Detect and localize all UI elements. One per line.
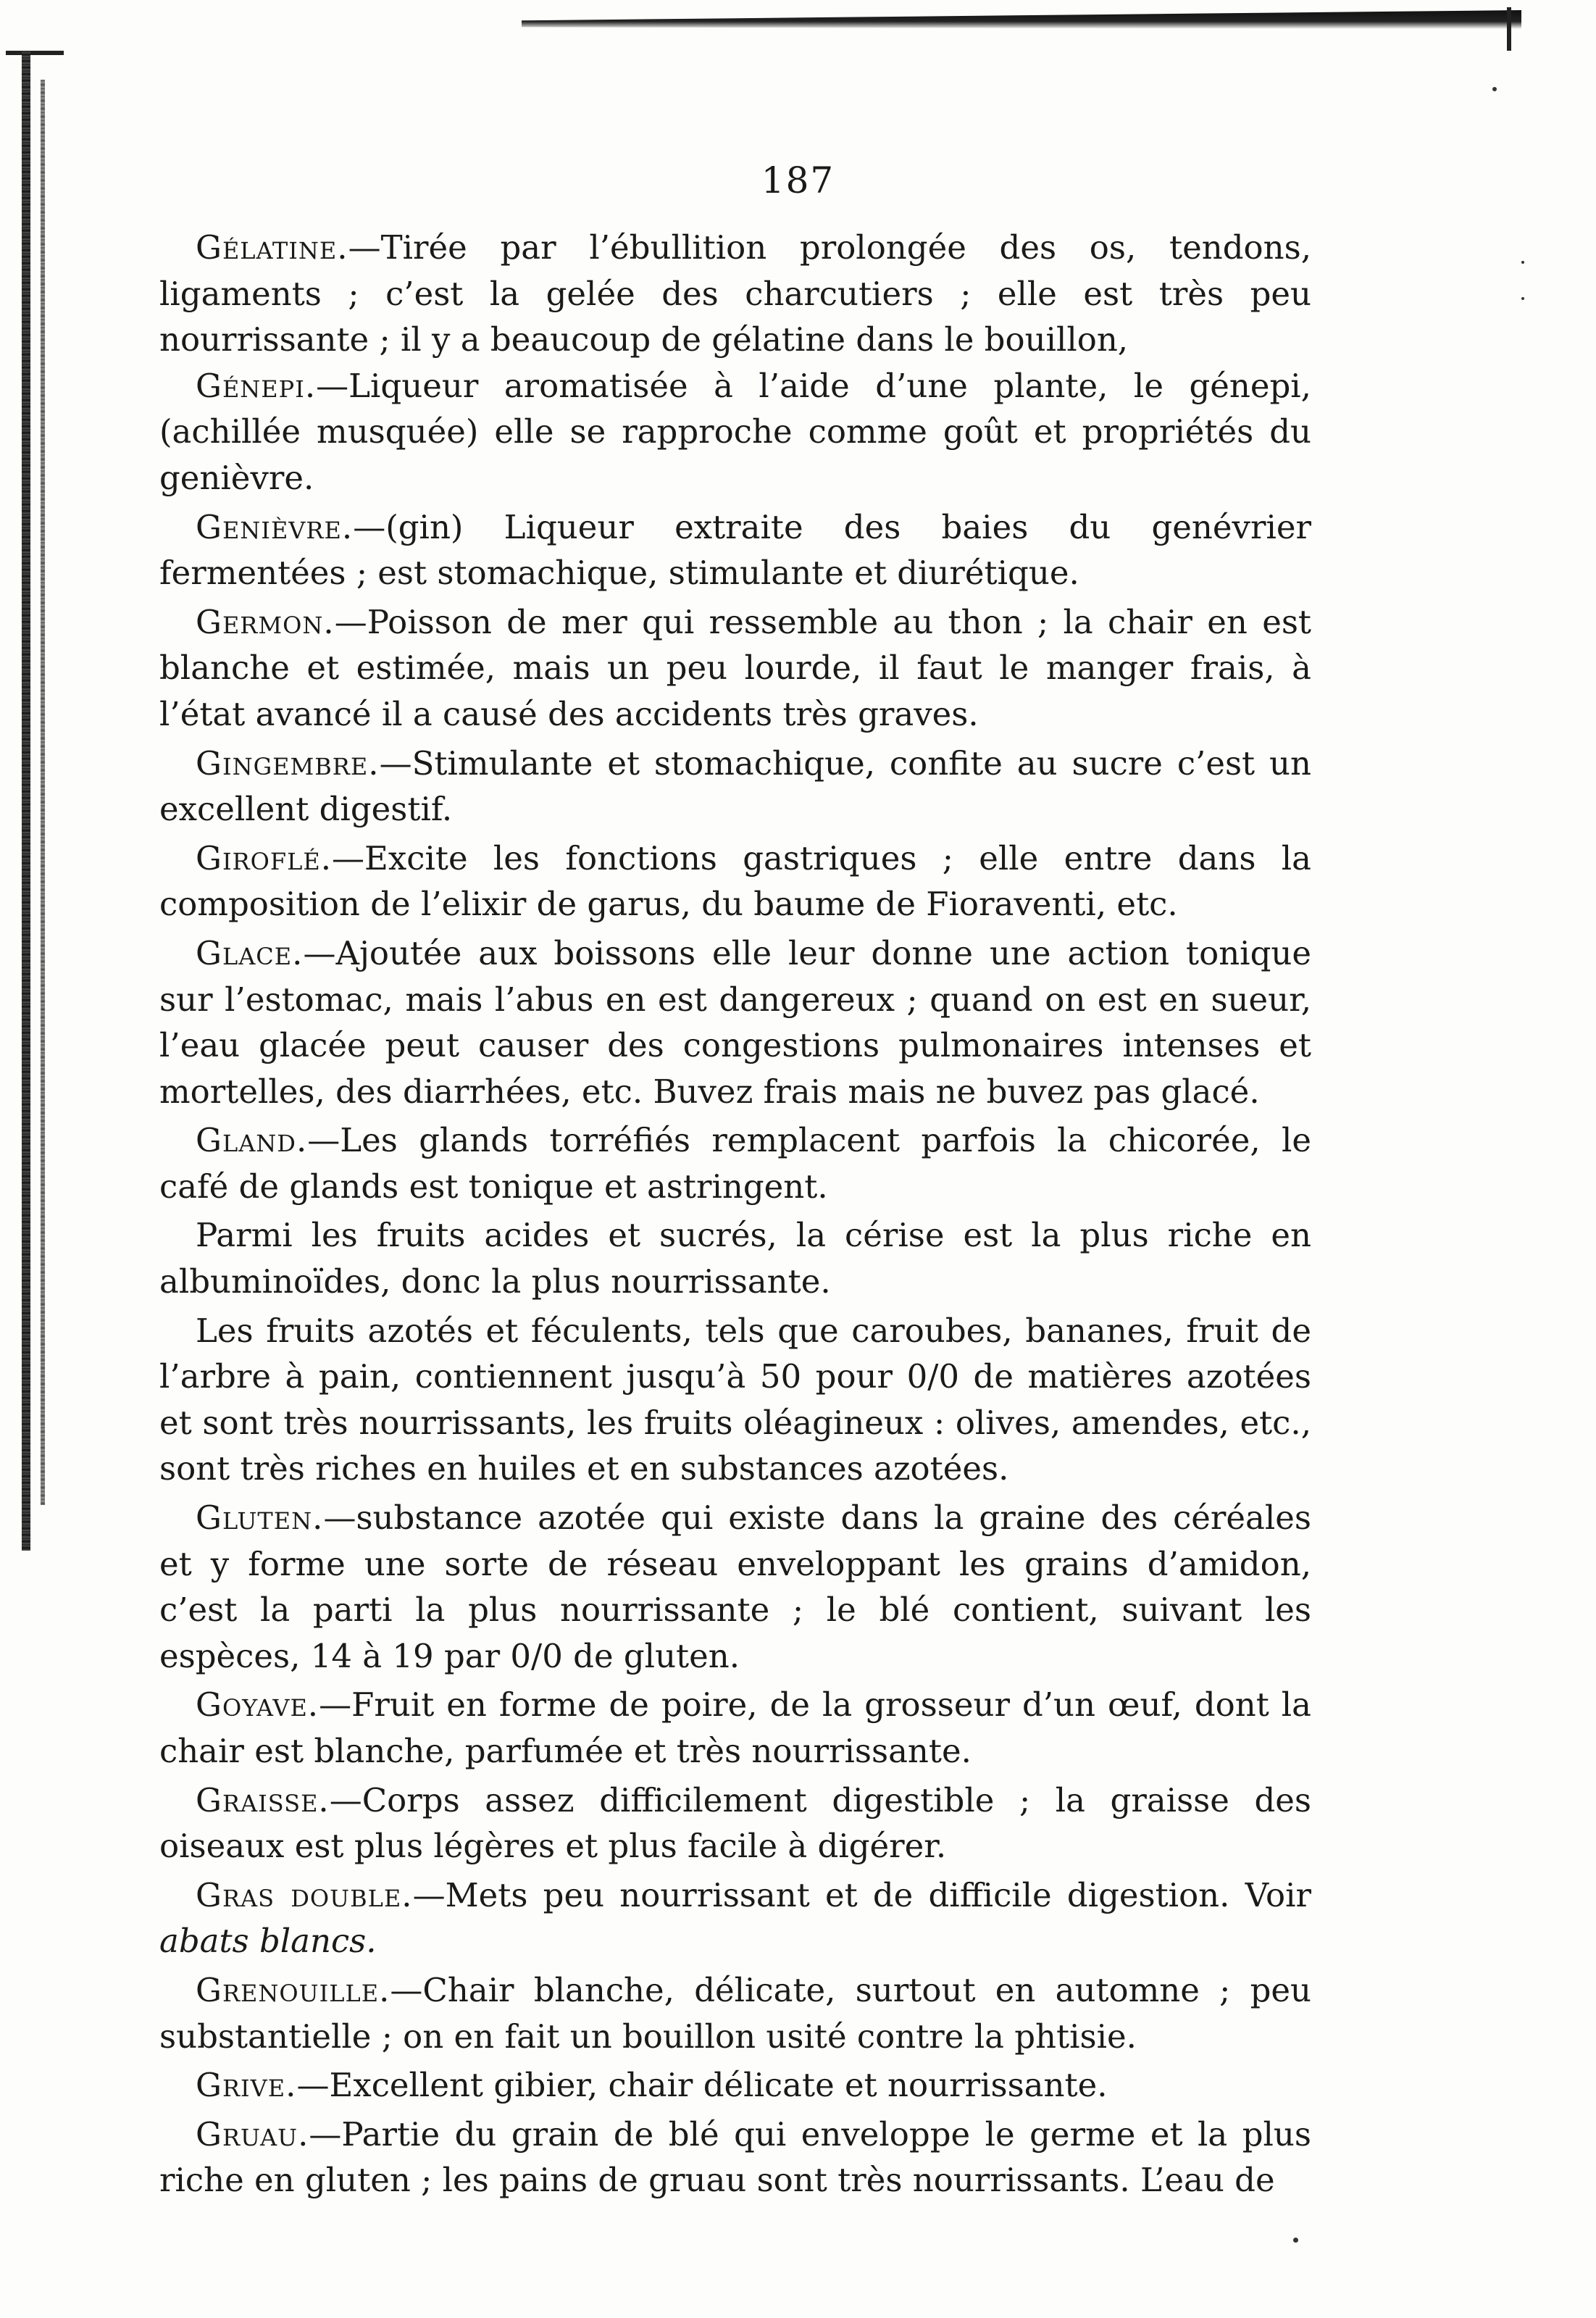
entry-body: —Tirée par l’ébullition prolongée des os, tendons, ligaments ; c’est la gelée des charcutiers ; elle est très peu nourrissante ; il y a beaucoup de gélatine dans le bouillon, [159,228,1311,359]
entry-headword: Gingembre. [196,743,380,783]
entry-body: —Excite les fonctions gastriques ; elle entre dans la composition de l’elixir de garus, du baume de Fioraventi, etc. [159,838,1311,924]
entry-headword: Genièvre. [196,507,354,546]
entry-body: Parmi les fruits acides et sucrés, la cérise est la plus riche en albuminoïdes, donc la plus nourrissante. [159,1216,1311,1301]
entry-graisse [159,1777,1311,1869]
entry-headword: Giroflé. [196,838,333,877]
page-number: 187 [761,159,835,201]
scan-speck [1293,2238,1298,2243]
entry-girofle [159,835,1311,927]
entry-gingembre [159,741,1311,833]
entry-body: Les fruits azotés et féculents, tels que caroubes, bananes, fruit de l’arbre à pain, contiennent jusqu’à 50 pour 0/0 de matières azotées et sont très nourrissants, les fruits oléagineux : olives, amendes, etc., sont très riches en huiles et en substances azotées. [159,1311,1311,1488]
entry-genepi [159,363,1311,501]
paragraph-fruits-azotes [159,1308,1311,1492]
binding-strip [22,51,30,1551]
entry-headword: Goyave. [196,1685,319,1725]
entry-body: —Chair blanche, délicate, surtout en automne ; peu substantielle ; on en fait un bouillon usité contre la phtisie. [159,1970,1311,2056]
entry-body: —Corps assez difficilement digestible ; la graisse des oiseaux est plus légères et plus facile à digérer. [159,1780,1311,1866]
entry-headword: Gluten. [196,1498,324,1538]
dictionary-text [159,225,1311,2204]
paragraph-fruits-acides [159,1212,1311,1304]
entry-gluten [159,1495,1311,1679]
entry-headword: Gruau. [196,2114,309,2154]
entry-body: —Ajoutée aux boissons elle leur donne une action tonique sur l’estomac, mais l’abus en est dangereux ; quand on est en sueur, l’eau glacée peut causer des congestions pulmonaires intenses et mortelles, des diarrhées, etc. Buvez frais mais ne buvez pas glacé. [159,933,1311,1111]
entry-body: —Mets peu nourrissant et de difficile digestion. Voir [412,1875,1312,1914]
entry-headword: Gélatine. [196,228,348,267]
entry-headword: Grive. [196,2066,297,2105]
entry-germon [159,599,1311,738]
scan-binding-edge [6,51,64,1551]
entry-grenouille [159,1967,1311,2059]
entry-gras-double [159,1872,1311,1964]
entry-body: —Stimulante et stomachique, confite au sucre c’est un excellent digestif. [159,743,1311,829]
entry-headword: Gland. [196,1121,308,1160]
entry-gruau [159,2111,1311,2204]
entry-body: —Les glands torréfiés remplacent parfois la chicorée, le café de glands est tonique et astringent. [159,1121,1311,1206]
entry-body: —substance azotée qui existe dans la graine des céréales et y forme une sorte de réseau enveloppant les grains d’amidon, c’est la parti la plus nourrissante ; le blé contient, suivant les espèces, 14 à 19 par 0/0 de gluten. [159,1498,1311,1675]
entry-body: —Liqueur aromatisée à l’aide d’une plante, le génepi, (achillée musquée) elle se rapproche comme goût et propriétés du genièvre. [159,366,1311,497]
entry-headword: Graisse. [196,1780,330,1819]
scan-speck [1521,261,1524,264]
entry-headword: Génepi. [196,366,317,405]
entry-grive [159,2062,1311,2109]
scan-speck [1492,87,1497,91]
entry-body: —(gin) Liqueur extraite des baies du genévrier fermentées ; est stomachique, stimulante et diurétique. [159,507,1311,593]
entry-body: —Fruit en forme de poire, de la grosseur d’un œuf, dont la chair est blanche, parfumée et très nourrissante. [159,1685,1311,1770]
scan-border-top [522,10,1521,29]
entry-headword: Germon. [196,602,335,641]
scan-speck [1521,297,1524,300]
entry-headword: Glace. [196,933,304,972]
entry-genievre [159,504,1311,596]
cross-reference: abats blancs. [159,1922,377,1961]
entry-glace [159,930,1311,1114]
binding-cap [6,51,64,55]
scan-border-corner [1507,7,1511,51]
entry-gelatine [159,225,1311,363]
entry-body: —Partie du grain de blé qui enveloppe le germe et la plus riche en gluten ; les pains de gruau sont très nourrissants. L’eau de [159,2114,1311,2200]
entry-body: —Excellent gibier, chair délicate et nourrissante. [296,2066,1108,2105]
entry-headword: Grenouille. [196,1970,390,2009]
entry-body: —Poisson de mer qui ressemble au thon ; la chair en est blanche et estimée, mais un peu lourde, il faut le manger frais, à l’état avancé il a causé des accidents très graves. [159,602,1311,733]
entry-headword: Gras double. [196,1875,413,1914]
entry-goyave [159,1682,1311,1774]
binding-strip-inner [41,80,45,1505]
entry-gland [159,1117,1311,1209]
